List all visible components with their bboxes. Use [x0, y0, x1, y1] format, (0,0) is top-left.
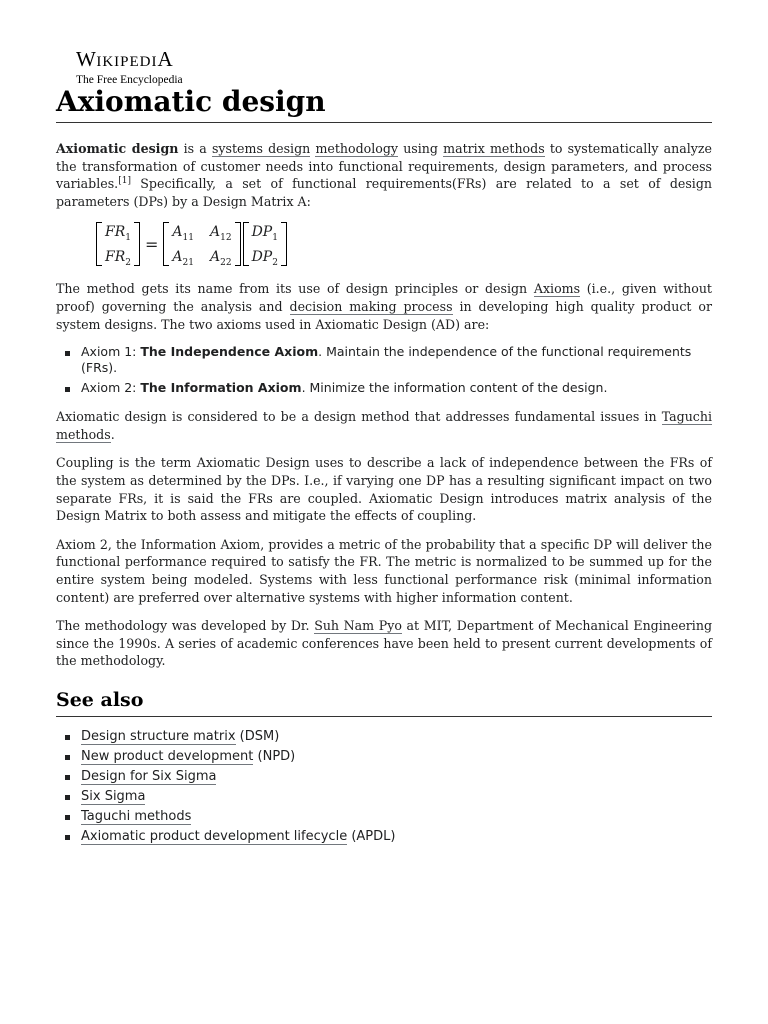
see-also-link[interactable]: Taguchi methods [81, 808, 192, 824]
information-axiom-paragraph: Axiom 2, the Information Axiom, provides a metric of the probability that a specific DP will deliver the functional performance required to satisfy the FR. The metric is normalized to be summed up for the entire system being modeled. Systems with less functional performance risk (minimal information content) are preferred over alternative systems with higher information content. [56, 536, 712, 605]
page-title: Axiomatic design [56, 84, 712, 123]
method-paragraph: The method gets its name from its use of design principles or design Axioms (i.e., given without proof) governing the analysis and decision making process in developing high quality product or system designs. The two axioms used in Axiomatic Design (AD) are: [56, 281, 712, 332]
list-item [56, 767, 712, 787]
link-decision-making-process[interactable]: decision making process [289, 298, 453, 314]
history-paragraph: The methodology was developed by Dr. Suh Nam Pyo at MIT, Department of Mechanical Engineering since the 1990s. A series of academic conferences have been held to present current developments of the methodology. [56, 618, 713, 669]
a-matrix: $A_{11}$ $A_{12}$ $A_{21}$ $A_{22}$ [163, 222, 240, 266]
list-item: Axiom 2: The Information Axiom. Minimize the information content of the design. [56, 380, 712, 396]
article-body [56, 140, 712, 847]
design-matrix-equation [96, 221, 712, 267]
reference-1[interactable]: [1] [118, 176, 131, 186]
see-also-link[interactable]: Axiomatic product development lifecycle [81, 828, 348, 844]
link-systems-design[interactable]: systems design [211, 141, 311, 156]
wikipedia-logo[interactable] [76, 48, 216, 87]
fr-vector: $FR_1$ $FR_2$ [96, 222, 140, 266]
logo-tagline: The Free Encyclopedia [76, 74, 183, 86]
dp-vector: $DP_1$ $DP_2$ [243, 222, 287, 266]
logo-wordmark: WIKIPEDIA [76, 47, 174, 71]
see-also-link[interactable]: New product development [81, 748, 254, 764]
list-item: New product development (NPD) [56, 747, 712, 767]
taguchi-paragraph: Axiomatic design is considered to be a design method that addresses fundamental issues in Taguchi methods. [56, 409, 712, 442]
link-methodology[interactable]: methodology [315, 141, 399, 156]
list-item: Axiomatic product development lifecycle (APDL) [56, 827, 712, 847]
axioms-list [56, 344, 712, 396]
see-also-heading: See also [56, 688, 712, 717]
list-item: Design structure matrix (DSM) [56, 727, 712, 747]
list-item [56, 807, 712, 827]
see-also-list [56, 727, 712, 847]
equals-sign: = [145, 234, 159, 254]
coupling-paragraph: Coupling is the term Axiomatic Design uses to describe a lack of independence between the FRs of the system as determined by the DPs. I.e., if varying one DP has a resulting significant impact on two separate FRs, it is said the FRs are coupled. Axiomatic Design introduces matrix analysis of the Design Matrix to both assess and mitigate the effects of coupling. [56, 455, 712, 524]
link-taguchi-methods[interactable]: Taguchi methods [56, 409, 712, 442]
see-also-link[interactable]: Design structure matrix [81, 728, 236, 744]
see-also-link[interactable]: Design for Six Sigma [81, 768, 217, 784]
link-matrix-methods[interactable]: matrix methods [443, 141, 545, 156]
link-suh-nam-pyo[interactable]: Suh Nam Pyo [314, 618, 402, 634]
see-also-link[interactable]: Six Sigma [81, 788, 146, 804]
link-axioms[interactable]: Axioms [533, 281, 581, 297]
list-item [56, 787, 712, 807]
list-item: Axiom 1: The Independence Axiom. Maintain the independence of the functional requirements (FRs). [56, 344, 712, 376]
intro-paragraph: Axiomatic design is a systems design methodology using matrix methods to systematically analyze the transformation of customer needs into functional requirements, design parameters, and process variables.[1] Specifically, a set of functional requirements(FRs) are related to a set of design parameters (DPs) by a Design Matrix A: [56, 141, 713, 209]
